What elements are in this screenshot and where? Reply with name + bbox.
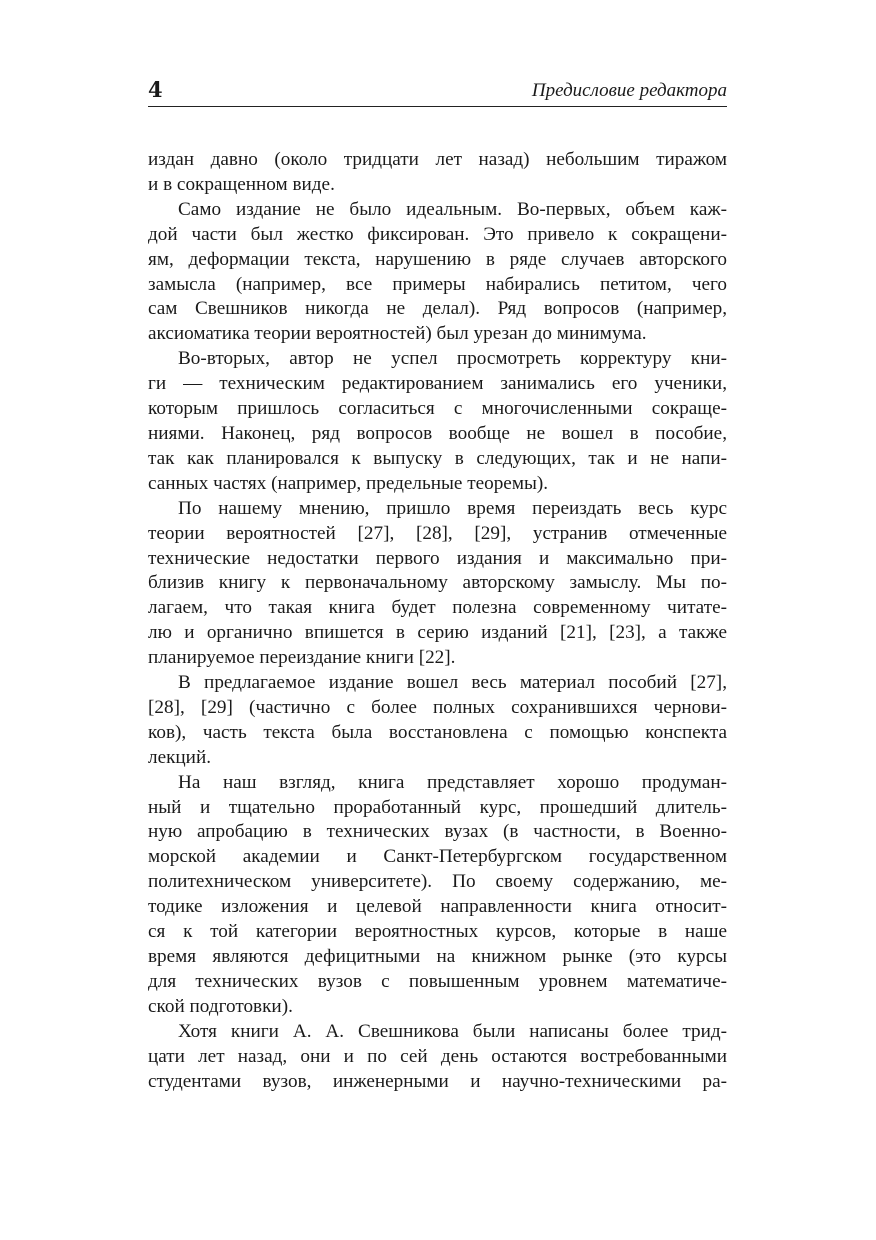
body-text bbox=[148, 148, 727, 1094]
text-line: В предлагаемое издание вошел весь материал пособий [27], bbox=[178, 672, 727, 694]
text-line: технические недостатки первого издания и максимально при- bbox=[148, 547, 727, 569]
text-line: сам Свешников никогда не делал). Ряд вопросов (например, bbox=[148, 298, 727, 320]
text-line: Хотя книги А. А. Свешникова были написаны более трид- bbox=[178, 1020, 727, 1042]
text-line: санных частях (например, предельные теоремы). bbox=[148, 472, 549, 494]
paragraph bbox=[148, 497, 727, 671]
text-line: ную апробацию в технических вузах (в частности, в Военно- bbox=[148, 821, 727, 843]
text-line: ниями. Наконец, ряд вопросов вообще не вошел в пособие, bbox=[148, 422, 727, 444]
paragraph bbox=[148, 198, 727, 347]
text-line: лагаем, что такая книга будет полезна современному читате- bbox=[148, 597, 727, 619]
text-line: студентами вузов, инженерными и научно-техническими ра- bbox=[148, 1070, 727, 1092]
text-line: Само издание не было идеальным. Во-первых, объем каж- bbox=[178, 198, 727, 220]
text-line: цати лет назад, они и по сей день остаются востребованными bbox=[148, 1045, 727, 1067]
book-page bbox=[148, 0, 727, 1240]
paragraph bbox=[148, 1020, 727, 1095]
text-line: так как планировался к выпуску в следующих, так и не напи- bbox=[148, 447, 727, 469]
text-line: Во-вторых, автор не успел просмотреть корректуру кни- bbox=[178, 348, 727, 370]
text-line: близив книгу к первоначальному авторскому замыслу. Мы по- bbox=[148, 572, 727, 594]
text-line: дой части был жестко фиксирован. Это привело к сокращени- bbox=[148, 223, 727, 245]
text-line: аксиоматика теории вероятностей) был урезан до минимума. bbox=[148, 323, 647, 345]
paragraph bbox=[148, 347, 727, 496]
text-line: замысла (например, все примеры набирались петитом, чего bbox=[148, 273, 727, 295]
text-line: [28], [29] (частично с более полных сохранившихся чернови- bbox=[148, 696, 727, 718]
text-line: лекций. bbox=[148, 746, 212, 768]
text-line: и в сокращенном виде. bbox=[148, 173, 335, 195]
running-title: Предисловие редактора bbox=[531, 80, 727, 101]
text-line: планируемое переиздание книги [22]. bbox=[148, 647, 456, 669]
text-line: теории вероятностей [27], [28], [29], устранив отмеченные bbox=[148, 522, 727, 544]
text-line: ков), часть текста была восстановлена с помощью конспекта bbox=[148, 721, 727, 743]
paragraph bbox=[148, 148, 727, 198]
text-line: ный и тщательно проработанный курс, прошедший длитель- bbox=[148, 796, 727, 818]
text-line: время являются дефицитными на книжном рынке (это курсы bbox=[148, 946, 727, 967]
running-head bbox=[148, 76, 727, 107]
paragraph bbox=[148, 771, 727, 1020]
text-line: политехническом университете). По своему содержанию, ме- bbox=[148, 871, 727, 893]
text-line: тодике изложения и целевой направленности книга относит- bbox=[148, 896, 727, 918]
text-line: ям, деформации текста, нарушению в ряде случаев авторского bbox=[148, 248, 727, 270]
text-line: для технических вузов с повышенным уровнем математиче- bbox=[148, 970, 727, 992]
text-line: морской академии и Санкт-Петербургском государственном bbox=[148, 846, 727, 868]
paragraph bbox=[148, 671, 727, 771]
text-line: которым пришлось согласиться с многочисленными сокраще- bbox=[148, 398, 727, 420]
page-number: 4 bbox=[148, 77, 163, 102]
text-line: На наш взгляд, книга представляет хорошо продуман- bbox=[178, 771, 727, 793]
text-line: ги — техническим редактированием занимались его ученики, bbox=[148, 373, 727, 395]
text-line: ской подготовки). bbox=[148, 995, 293, 1017]
text-line: По нашему мнению, пришло время переиздать весь курс bbox=[178, 497, 727, 519]
text-line: ся к той категории вероятностных курсов, которые в наше bbox=[148, 921, 727, 943]
text-line: лю и органично впишется в серию изданий [21], [23], а также bbox=[148, 622, 727, 644]
text-line: издан давно (около тридцати лет назад) небольшим тиражом bbox=[148, 149, 727, 170]
